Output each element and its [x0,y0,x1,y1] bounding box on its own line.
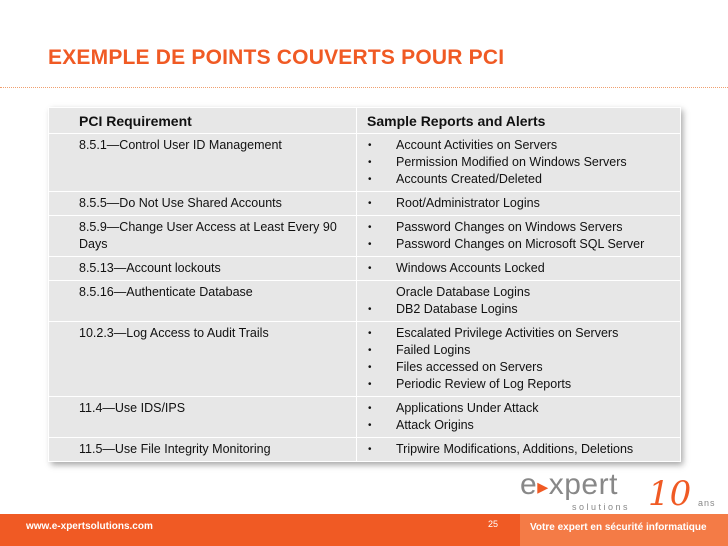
bullet-icon: • [368,263,372,274]
alert-text: Applications Under Attack [396,401,539,415]
logo-anniversary-unit: ans [698,498,716,508]
alerts-list [367,325,674,393]
alerts-list [367,219,674,253]
list-item [367,154,674,171]
list-item [367,441,674,458]
logo-prefix: e [520,468,538,501]
slide-title: EXEMPLE DE POINTS COUVERTS POUR PCI [48,46,505,69]
list-item [367,284,674,301]
list-item [367,137,674,154]
logo-arrow-icon: ▸ [537,474,549,499]
alerts-cell [357,281,681,322]
requirement-cell: 11.4—Use IDS/IPS [49,397,357,438]
bullet-icon: • [368,239,372,250]
alert-text: Password Changes on Microsoft SQL Server [396,237,645,251]
bullet-icon: • [368,444,372,455]
alert-text: Files accessed on Servers [396,360,543,374]
bullet-icon: • [368,198,372,209]
table-row [49,192,681,216]
list-item [367,342,674,359]
bullet-icon: • [368,403,372,414]
alert-text: Accounts Created/Deleted [396,172,542,186]
alerts-cell [357,216,681,257]
requirement-cell: 8.5.9—Change User Access at Least Every 90 Days [49,216,357,257]
table-row [49,438,681,462]
table-row [49,397,681,438]
alert-text: Escalated Privilege Activities on Servers [396,326,619,340]
table-row [49,322,681,397]
alerts-list [367,260,674,277]
list-item [367,417,674,434]
requirement-cell: 8.5.16—Authenticate Database [49,281,357,322]
list-item [367,400,674,417]
alert-text: Attack Origins [396,418,474,432]
page-number: 25 [488,519,499,529]
list-item [367,171,674,188]
alerts-cell [357,322,681,397]
logo-wordmark [520,468,618,502]
list-item [367,236,674,253]
table-row [49,134,681,192]
table-row [49,216,681,257]
alerts-list [367,400,674,434]
pci-table-container [48,107,680,462]
requirement-cell: 11.5—Use File Integrity Monitoring [49,438,357,462]
alert-text: Account Activities on Servers [396,138,558,152]
alert-text: Root/Administrator Logins [396,196,540,210]
list-item [367,359,674,376]
requirement-cell: 8.5.5—Do Not Use Shared Accounts [49,192,357,216]
alert-text: Periodic Review of Log Reports [396,377,572,391]
list-item [367,301,674,318]
bullet-icon: • [368,174,372,185]
footer-tagline-block [520,514,728,546]
list-item [367,195,674,212]
requirement-cell: 8.5.1—Control User ID Management [49,134,357,192]
list-item [367,325,674,342]
table-row [49,257,681,281]
requirement-cell: 10.2.3—Log Access to Audit Trails [49,322,357,397]
requirement-cell: 8.5.13—Account lockouts [49,257,357,281]
table-body [49,134,681,462]
footer-website-link[interactable]: www.e-xpertsolutions.com [26,521,153,532]
alert-text: Tripwire Modifications, Additions, Deletions [396,442,634,456]
table-row [49,281,681,322]
alert-text: Password Changes on Windows Servers [396,220,623,234]
alerts-cell [357,192,681,216]
bullet-icon: • [368,362,372,373]
table-header-row [49,108,681,134]
footer-tagline: Votre expert en sécurité informatique [530,522,707,533]
alerts-list [367,284,674,318]
bullet-icon: • [368,304,372,315]
alert-text: Windows Accounts Locked [396,261,545,275]
bullet-icon: • [368,328,372,339]
alert-text: Oracle Database Logins [396,285,531,299]
alerts-cell [357,397,681,438]
alerts-cell [357,257,681,281]
alerts-list [367,137,674,188]
header-sample-reports: Sample Reports and Alerts [357,108,681,134]
list-item [367,260,674,277]
bullet-icon: • [368,157,372,168]
alert-text: Failed Logins [396,343,471,357]
alert-text: DB2 Database Logins [396,302,518,316]
bullet-icon: • [368,140,372,151]
pci-table [48,107,681,462]
alerts-list [367,195,674,212]
bullet-icon: • [368,345,372,356]
list-item [367,219,674,236]
title-divider [0,87,728,88]
bullet-icon: • [368,379,372,390]
alert-text: Permission Modified on Windows Servers [396,155,627,169]
alerts-list [367,441,674,458]
company-logo [520,468,720,514]
logo-anniversary: 10 [648,474,692,514]
alerts-cell [357,438,681,462]
logo-subtitle: solutions [572,502,631,512]
list-item [367,376,674,393]
logo-suffix: xpert [548,468,618,501]
bullet-icon: • [368,222,372,233]
header-pci-requirement: PCI Requirement [49,108,357,134]
bullet-icon: • [368,420,372,431]
alerts-cell [357,134,681,192]
